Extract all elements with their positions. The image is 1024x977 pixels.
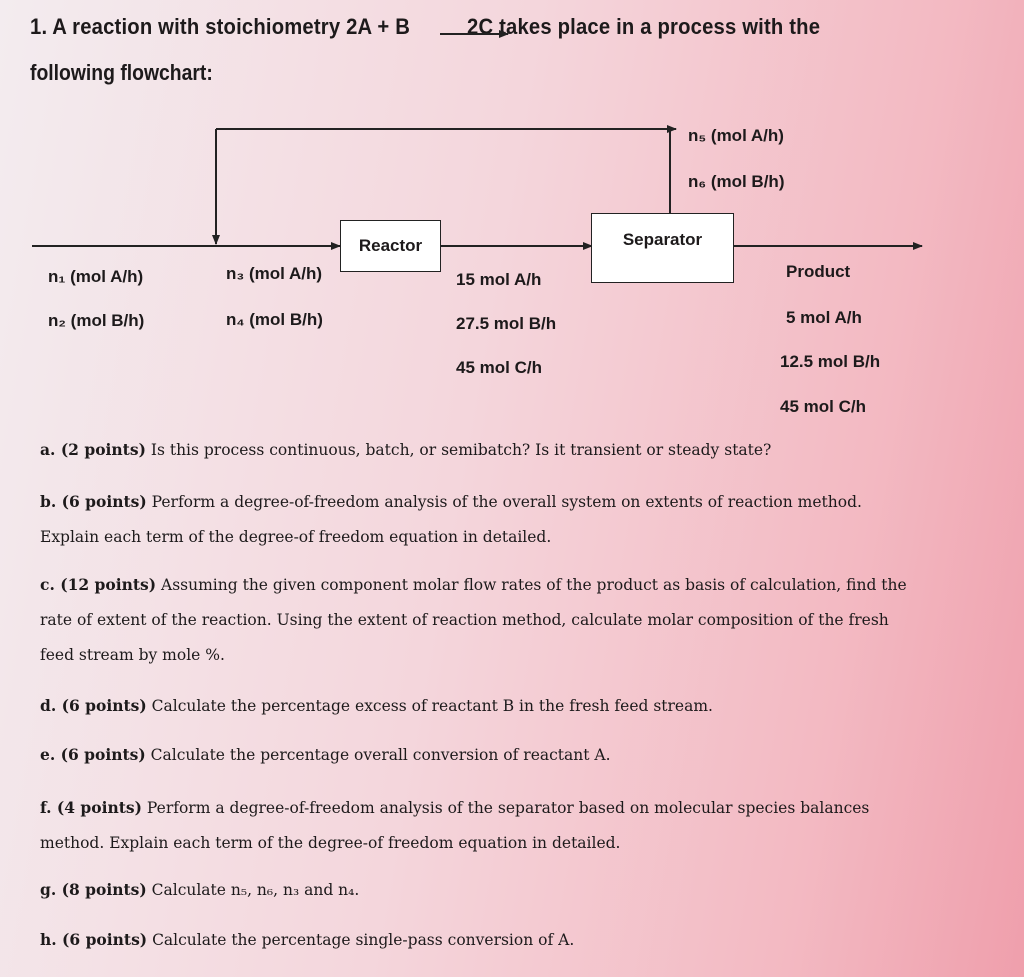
question-a-label: a. (2 points) (40, 440, 146, 459)
reactor-feed-a-label: n₃ (mol A/h) (226, 264, 322, 283)
question-g (40, 872, 920, 908)
question-d-text: Calculate the percentage excess of reactant B in the fresh feed stream. (146, 697, 713, 715)
question-h (40, 922, 920, 958)
question-f-text: Perform a degree-of-freedom analysis of the separator based on molecular species balances method. Explain each term of the degree-of freedom equation in detailed. (40, 799, 870, 852)
question-f-label: f. (4 points) (40, 798, 142, 817)
question-b-label: b. (6 points) (40, 492, 147, 511)
fresh-feed-a-label: n₁ (mol A/h) (48, 267, 144, 286)
question-e (40, 737, 920, 773)
product-b-label: 12.5 mol B/h (780, 352, 881, 371)
question-d-label: d. (6 points) (40, 696, 147, 715)
question-a (40, 432, 920, 468)
problem-subtitle: following flowchart: (30, 60, 213, 85)
title-part1: 1. A reaction with stoichiometry 2A + B (30, 14, 411, 39)
question-h-text: Calculate the percentage single-pass conversion of A. (147, 931, 575, 949)
product-a-label: 5 mol A/h (786, 308, 862, 327)
reactor-out-c-label: 45 mol C/h (456, 358, 542, 377)
separator-box: Separator (591, 213, 734, 283)
reactor-feed-b-label: n₄ (mol B/h) (226, 310, 323, 329)
question-e-text: Calculate the percentage overall conversion of reactant A. (145, 746, 611, 764)
question-g-text: Calculate n₅, n₆, n₃ and n₄. (146, 881, 360, 899)
title-part2: 2C takes place in a process with the (467, 14, 821, 39)
question-c-text: Assuming the given component molar flow rates of the product as basis of calculation, find the rate of extent of the reaction. Using the extent of reaction method, calculate molar composition of the fresh feed stream by mole %. (40, 576, 907, 664)
reactor-out-a-label: 15 mol A/h (456, 270, 542, 289)
question-h-label: h. (6 points) (40, 930, 148, 949)
question-b-text: Perform a degree-of-freedom analysis of the overall system on extents of reaction method. Explain each term of the degree-of freedom equation in detailed. (40, 493, 862, 546)
recycle-b-label: n₆ (mol B/h) (688, 172, 785, 191)
recycle-a-label: n₅ (mol A/h) (688, 126, 784, 145)
question-c-label: c. (12 points) (40, 575, 157, 594)
question-a-text: Is this process continuous, batch, or semibatch? Is it transient or steady state? (145, 441, 772, 459)
reactor-out-b-label: 27.5 mol B/h (456, 314, 557, 333)
product-c-label: 45 mol C/h (780, 397, 866, 416)
reactor-box: Reactor (340, 220, 441, 272)
question-f (40, 790, 920, 861)
product-label: Product (786, 262, 851, 281)
fresh-feed-b-label: n₂ (mol B/h) (48, 311, 145, 330)
question-b (40, 484, 920, 555)
question-e-label: e. (6 points) (40, 745, 146, 764)
question-d (40, 688, 920, 724)
question-c (40, 567, 920, 673)
question-g-label: g. (8 points) (40, 880, 147, 899)
